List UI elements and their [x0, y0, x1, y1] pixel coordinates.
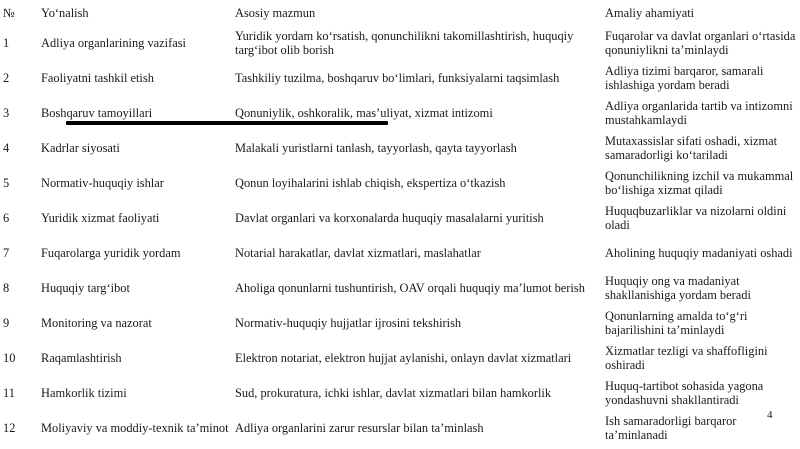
row-content: Malakali yuristlarni tanlash, tayyorlash, qayta tayyorlash [235, 140, 517, 155]
table-row [2, 60, 798, 95]
table-row [2, 200, 798, 235]
row-number: 2 [3, 70, 10, 85]
row-number: 10 [3, 350, 16, 365]
row-significance: Adliya tizimi barqaror, samarali ishlashiga yordam beradi [605, 63, 764, 92]
table-header-row [2, 0, 798, 25]
table-row [2, 165, 798, 200]
row-number: 5 [3, 175, 10, 190]
row-content: Sud, prokuratura, ichki ishlar, davlat xizmatlari bilan hamkorlik [235, 385, 552, 400]
row-significance: Adliya organlarida tartib va intizomni mustahkamlaydi [605, 98, 793, 127]
row-content: Qonun loyihalarini ishlab chiqish, ekspertiza o‘tkazish [235, 175, 506, 190]
row-significance: Huquqiy ong va madaniyat shakllanishiga yordam beradi [605, 273, 751, 302]
row-number: 6 [3, 210, 10, 225]
page-number: 4 [767, 409, 773, 421]
header-significance: Amaliy ahamiyati [605, 5, 695, 20]
header-content: Asosiy mazmun [235, 5, 316, 20]
row-direction: Faoliyatni tashkil etish [41, 70, 154, 85]
row-significance: Mutaxassislar sifati oshadi, xizmat samaradorligi ko‘tariladi [605, 133, 778, 162]
row-direction: Fuqarolarga yuridik yordam [41, 245, 181, 260]
row-number: 11 [3, 385, 15, 400]
row-significance: Xizmatlar tezligi va shaffofligini oshiradi [605, 343, 768, 372]
table-row [2, 410, 798, 445]
row-content: Adliya organlarini zarur resurslar bilan ta’minlash [235, 420, 484, 435]
row-direction: Boshqaruv tamoyillari [41, 105, 153, 120]
row-content: Yuridik yordam ko‘rsatish, qonunchilikni takomillashtirish, huquqiy targ‘ibot olib borish [235, 28, 574, 57]
row-significance: Huquq-tartibot sohasida yagona yondashuvni shakllantiradi [605, 378, 764, 407]
header-direction: Yo‘nalish [41, 5, 89, 20]
row-direction: Huquqiy targ‘ibot [41, 280, 130, 295]
row-direction: Hamkorlik tizimi [41, 385, 127, 400]
row-content: Normativ-huquqiy hujjatlar ijrosini tekshirish [235, 315, 462, 330]
table-row [2, 340, 798, 375]
row-significance: Fuqarolar va davlat organlari o‘rtasida qonuniylikni ta’minlaydi [605, 28, 796, 57]
row-number: 7 [3, 245, 10, 260]
strikethrough-bar [66, 121, 388, 125]
table-row [2, 305, 798, 340]
directions-table [2, 0, 798, 445]
row-direction: Raqamlashtirish [41, 350, 122, 365]
row-direction: Normativ-huquqiy ishlar [41, 175, 164, 190]
row-number: 4 [3, 140, 10, 155]
row-content: Qonuniylik, oshkoralik, mas’uliyat, xizmat intizomi [235, 105, 493, 120]
row-significance: Qonunchilikning izchil va mukammal bo‘lishiga xizmat qiladi [605, 168, 794, 197]
row-content: Davlat organlari va korxonalarda huquqiy masalalarni yuritish [235, 210, 544, 225]
row-number: 12 [3, 420, 16, 435]
table-row [2, 25, 798, 60]
table-row [2, 130, 798, 165]
row-number: 3 [3, 105, 10, 120]
row-direction: Monitoring va nazorat [41, 315, 152, 330]
row-direction: Adliya organlarining vazifasi [41, 35, 186, 50]
row-direction: Kadrlar siyosati [41, 140, 120, 155]
row-number: 9 [3, 315, 10, 330]
row-number: 1 [3, 35, 10, 50]
row-significance: Huquqbuzarliklar va nizolarni oldini oladi [605, 203, 787, 232]
row-direction: Yuridik xizmat faoliyati [41, 210, 160, 225]
row-content: Elektron notariat, elektron hujjat aylanishi, onlayn davlat xizmatlari [235, 350, 572, 365]
row-significance: Ish samaradorligi barqaror ta’minlanadi [605, 413, 737, 442]
row-significance: Aholining huquqiy madaniyati oshadi [605, 245, 793, 260]
table-row [2, 375, 798, 410]
row-significance: Qonunlarning amalda to‘g‘ri bajarilishini ta’minlaydi [605, 308, 748, 337]
table-row [2, 235, 798, 270]
row-content: Tashkiliy tuzilma, boshqaruv bo‘limlari, funksiyalarni taqsimlash [235, 70, 560, 85]
header-number: № [3, 5, 15, 20]
row-number: 8 [3, 280, 10, 295]
row-content: Aholiga qonunlarni tushuntirish, OAV orqali huquqiy ma’lumot berish [235, 280, 585, 295]
row-direction: Moliyaviy va moddiy-texnik ta’minot [41, 420, 229, 435]
table-row [2, 270, 798, 305]
row-content: Notarial harakatlar, davlat xizmatlari, maslahatlar [235, 245, 481, 260]
